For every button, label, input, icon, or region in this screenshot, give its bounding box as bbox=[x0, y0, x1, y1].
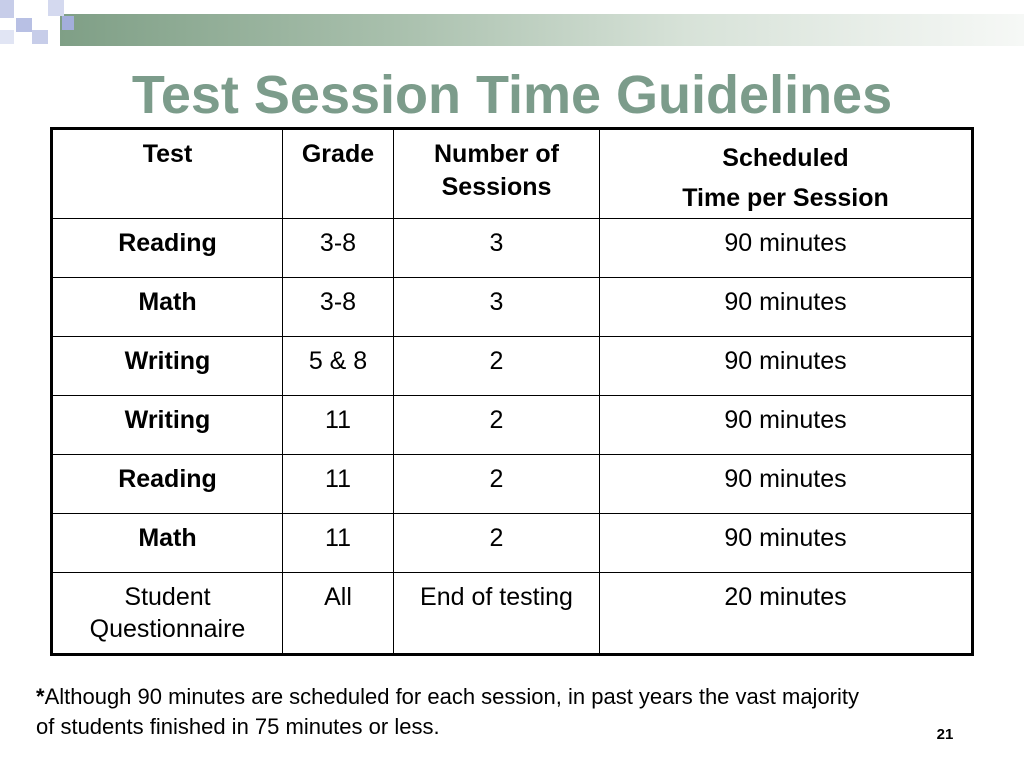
cell-grade: 5 & 8 bbox=[283, 337, 394, 396]
cell-sessions: 2 bbox=[394, 514, 600, 573]
cell-time: 90 minutes bbox=[600, 396, 973, 455]
table-row bbox=[52, 219, 973, 278]
table-row bbox=[52, 514, 973, 573]
table-header-row bbox=[52, 129, 973, 219]
table-row bbox=[52, 337, 973, 396]
guidelines-table bbox=[50, 127, 974, 656]
cell-grade: 3-8 bbox=[283, 219, 394, 278]
header-test: Test bbox=[52, 129, 283, 219]
cell-grade: 3-8 bbox=[283, 278, 394, 337]
cell-time: 90 minutes bbox=[600, 337, 973, 396]
cell-time: 90 minutes bbox=[600, 455, 973, 514]
header-sessions-line1: Number of bbox=[434, 140, 559, 168]
decorative-square bbox=[32, 30, 48, 44]
footnote-line1: Although 90 minutes are scheduled for each session, in past years the vast majority bbox=[44, 684, 860, 709]
decorative-square bbox=[0, 0, 14, 18]
header-time-line2: Time per Session bbox=[682, 184, 889, 212]
header-time-line1: Scheduled bbox=[722, 144, 849, 172]
footnote-line2: of students finished in 75 minutes or less. bbox=[36, 714, 440, 739]
cell-sessions: 2 bbox=[394, 337, 600, 396]
cell-grade: 11 bbox=[283, 455, 394, 514]
cell-sessions: 2 bbox=[394, 396, 600, 455]
cell-test: Reading bbox=[52, 455, 283, 514]
table-row bbox=[52, 573, 973, 655]
footnote-marker: * bbox=[36, 684, 45, 709]
header-scheduled-time bbox=[600, 129, 973, 219]
cell-test: Writing bbox=[52, 396, 283, 455]
decorative-square bbox=[0, 30, 14, 44]
cell-sessions: End of testing bbox=[394, 573, 600, 655]
cell-time: 90 minutes bbox=[600, 278, 973, 337]
cell-test-line2: Questionnaire bbox=[89, 615, 246, 643]
cell-grade: 11 bbox=[283, 514, 394, 573]
page-number: 21 bbox=[936, 726, 954, 743]
cell-sessions: 3 bbox=[394, 278, 600, 337]
cell-test: Writing bbox=[52, 337, 283, 396]
table-row bbox=[52, 396, 973, 455]
decorative-square bbox=[16, 18, 32, 32]
cell-sessions: 2 bbox=[394, 455, 600, 514]
decorative-square bbox=[62, 16, 74, 30]
cell-test-line1: Student bbox=[124, 583, 211, 611]
slide-title: Test Session Time Guidelines bbox=[131, 65, 893, 125]
cell-test bbox=[52, 573, 283, 655]
cell-test: Reading bbox=[52, 219, 283, 278]
cell-test: Math bbox=[52, 278, 283, 337]
cell-sessions: 3 bbox=[394, 219, 600, 278]
table-row bbox=[52, 455, 973, 514]
footnote bbox=[36, 682, 1006, 742]
cell-grade: 11 bbox=[283, 396, 394, 455]
cell-test: Math bbox=[52, 514, 283, 573]
decorative-square bbox=[48, 0, 64, 16]
header-grade: Grade bbox=[283, 129, 394, 219]
header-sessions-line2: Sessions bbox=[441, 173, 552, 201]
cell-time: 20 minutes bbox=[600, 573, 973, 655]
header-number-of-sessions bbox=[394, 129, 600, 219]
cell-time: 90 minutes bbox=[600, 514, 973, 573]
cell-grade: All bbox=[283, 573, 394, 655]
header-gradient-bar bbox=[60, 14, 1024, 46]
table-row bbox=[52, 278, 973, 337]
cell-time: 90 minutes bbox=[600, 219, 973, 278]
